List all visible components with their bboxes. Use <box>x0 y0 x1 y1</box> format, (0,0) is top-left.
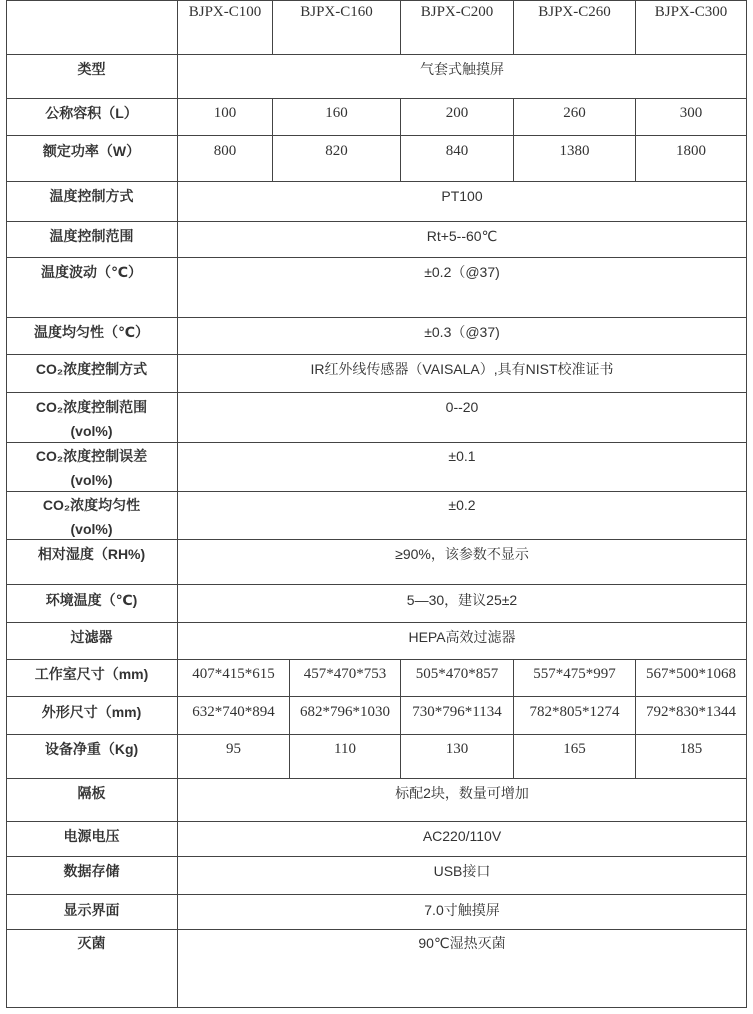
row-value-filter: HEPA高效过滤器 <box>408 629 516 645</box>
cell-chamber-size: 557*475*997 <box>533 666 616 682</box>
cell-chamber-size: 407*415*615 <box>192 666 275 682</box>
row-label-volume: 公称容积（L） <box>45 105 138 121</box>
cell-outer-size: 792*830*1344 <box>646 704 736 720</box>
row-label-humidity: 相对湿度（RH%) <box>37 546 146 562</box>
cell-outer-size: 782*805*1274 <box>529 704 620 720</box>
row-value-co2-uniformity: ±0.2 <box>448 497 476 513</box>
row-value-display: 7.0寸触摸屏 <box>424 902 500 918</box>
row-label-power: 额定功率（W） <box>42 143 141 159</box>
row-divider <box>6 929 747 930</box>
row-label-co2-control-error: CO₂浓度控制误差 <box>35 448 148 464</box>
cell-net-weight: 130 <box>445 741 469 757</box>
row-value-temp-control-range: Rt+5--60℃ <box>426 228 498 244</box>
model-header-c260: BJPX-C260 <box>538 4 611 20</box>
cell-volume: 300 <box>679 105 703 121</box>
row-label-temp-control-method: 温度控制方式 <box>49 188 134 204</box>
row-value-ambient-temp: 5—30，建议25±2 <box>406 592 518 608</box>
row-label-temp-control-range: 温度控制范围 <box>49 228 134 244</box>
row-divider <box>6 856 747 857</box>
model-header-c300: BJPX-C300 <box>654 4 728 20</box>
cell-power: 800 <box>213 143 237 159</box>
row-divider <box>6 392 747 393</box>
row-divider <box>6 221 747 222</box>
row-label-co2-control-method: CO₂浓度控制方式 <box>35 361 148 377</box>
cell-power: 1380 <box>559 143 590 159</box>
row-value-co2-control-range: 0--20 <box>445 399 479 415</box>
row-divider <box>6 317 747 318</box>
row-label-temp-uniformity: 温度均匀性（℃） <box>34 324 149 340</box>
cell-net-weight: 95 <box>226 741 241 757</box>
row-divider <box>6 354 747 355</box>
row-value-sterilization: 90℃湿热灭菌 <box>418 935 506 951</box>
cell-volume: 260 <box>563 105 586 121</box>
row-value-storage: USB接口 <box>433 863 491 879</box>
row-label-co2-control-range-unit: (vol%) <box>70 423 113 439</box>
cell-chamber-size: 567*500*1068 <box>646 666 736 682</box>
model-header-c160: BJPX-C160 <box>300 4 373 20</box>
cell-net-weight: 185 <box>679 741 703 757</box>
cell-chamber-size: 457*470*753 <box>303 666 387 682</box>
row-divider <box>6 894 747 895</box>
row-label-ambient-temp: 环境温度（℃) <box>45 592 138 608</box>
cell-net-weight: 110 <box>334 741 356 757</box>
row-value-co2-control-method: IR红外线传感器（VAISALA）,具有NIST校准证书 <box>310 361 614 377</box>
model-header-c200: BJPX-C200 <box>420 4 494 20</box>
row-divider <box>6 622 747 623</box>
cell-chamber-size: 505*470*857 <box>415 666 499 682</box>
row-label-co2-uniformity-unit: (vol%) <box>70 521 113 537</box>
row-label-chamber-size: 工作室尺寸（mm) <box>34 666 149 682</box>
row-divider <box>6 778 747 779</box>
row-label-co2-control-error-unit: (vol%) <box>70 472 113 488</box>
cell-outer-size: 730*796*1134 <box>412 704 502 720</box>
row-value-temp-fluctuation: ±0.2（@37) <box>424 264 500 280</box>
cell-outer-size: 682*796*1030 <box>300 704 390 720</box>
row-label-temp-fluctuation: 温度波动（℃） <box>41 264 142 280</box>
row-label-storage: 数据存储 <box>63 863 120 879</box>
row-value-type: 气套式触摸屏 <box>420 61 504 77</box>
row-label-type: 类型 <box>77 61 106 77</box>
cell-power: 820 <box>325 143 348 159</box>
row-label-shelves: 隔板 <box>77 785 106 801</box>
row-divider <box>6 1007 747 1008</box>
row-label-co2-uniformity: CO₂浓度均匀性 <box>42 497 141 513</box>
row-value-humidity: ≥90%，该参数不显示 <box>395 546 529 562</box>
row-divider <box>6 181 747 182</box>
cell-net-weight: 165 <box>563 741 586 757</box>
row-label-co2-control-range: CO₂浓度控制范围 <box>35 399 148 415</box>
cell-volume: 100 <box>213 105 237 121</box>
row-divider <box>6 584 747 585</box>
row-value-temp-control-method: PT100 <box>441 188 483 204</box>
row-label-voltage: 电源电压 <box>63 828 120 844</box>
cell-volume: 200 <box>445 105 469 121</box>
row-value-co2-control-error: ±0.1 <box>448 448 476 464</box>
row-label-sterilization: 灭菌 <box>77 935 106 951</box>
cell-volume: 160 <box>325 105 348 121</box>
row-divider <box>6 257 747 258</box>
cell-outer-size: 632*740*894 <box>192 704 275 720</box>
row-value-temp-uniformity: ±0.3（@37) <box>424 324 500 340</box>
row-value-shelves: 标配2块，数量可增加 <box>395 785 529 801</box>
row-divider <box>6 821 747 822</box>
model-header-c100: BJPX-C100 <box>188 4 262 20</box>
row-value-voltage: AC220/110V <box>422 828 502 844</box>
row-label-display: 显示界面 <box>63 902 120 918</box>
row-label-filter: 过滤器 <box>70 629 113 645</box>
row-label-net-weight: 设备净重（Kg) <box>44 741 139 757</box>
cell-power: 1800 <box>676 143 706 159</box>
cell-power: 840 <box>445 143 469 159</box>
spec-table <box>6 0 747 1008</box>
row-label-outer-size: 外形尺寸（mm) <box>41 704 142 720</box>
